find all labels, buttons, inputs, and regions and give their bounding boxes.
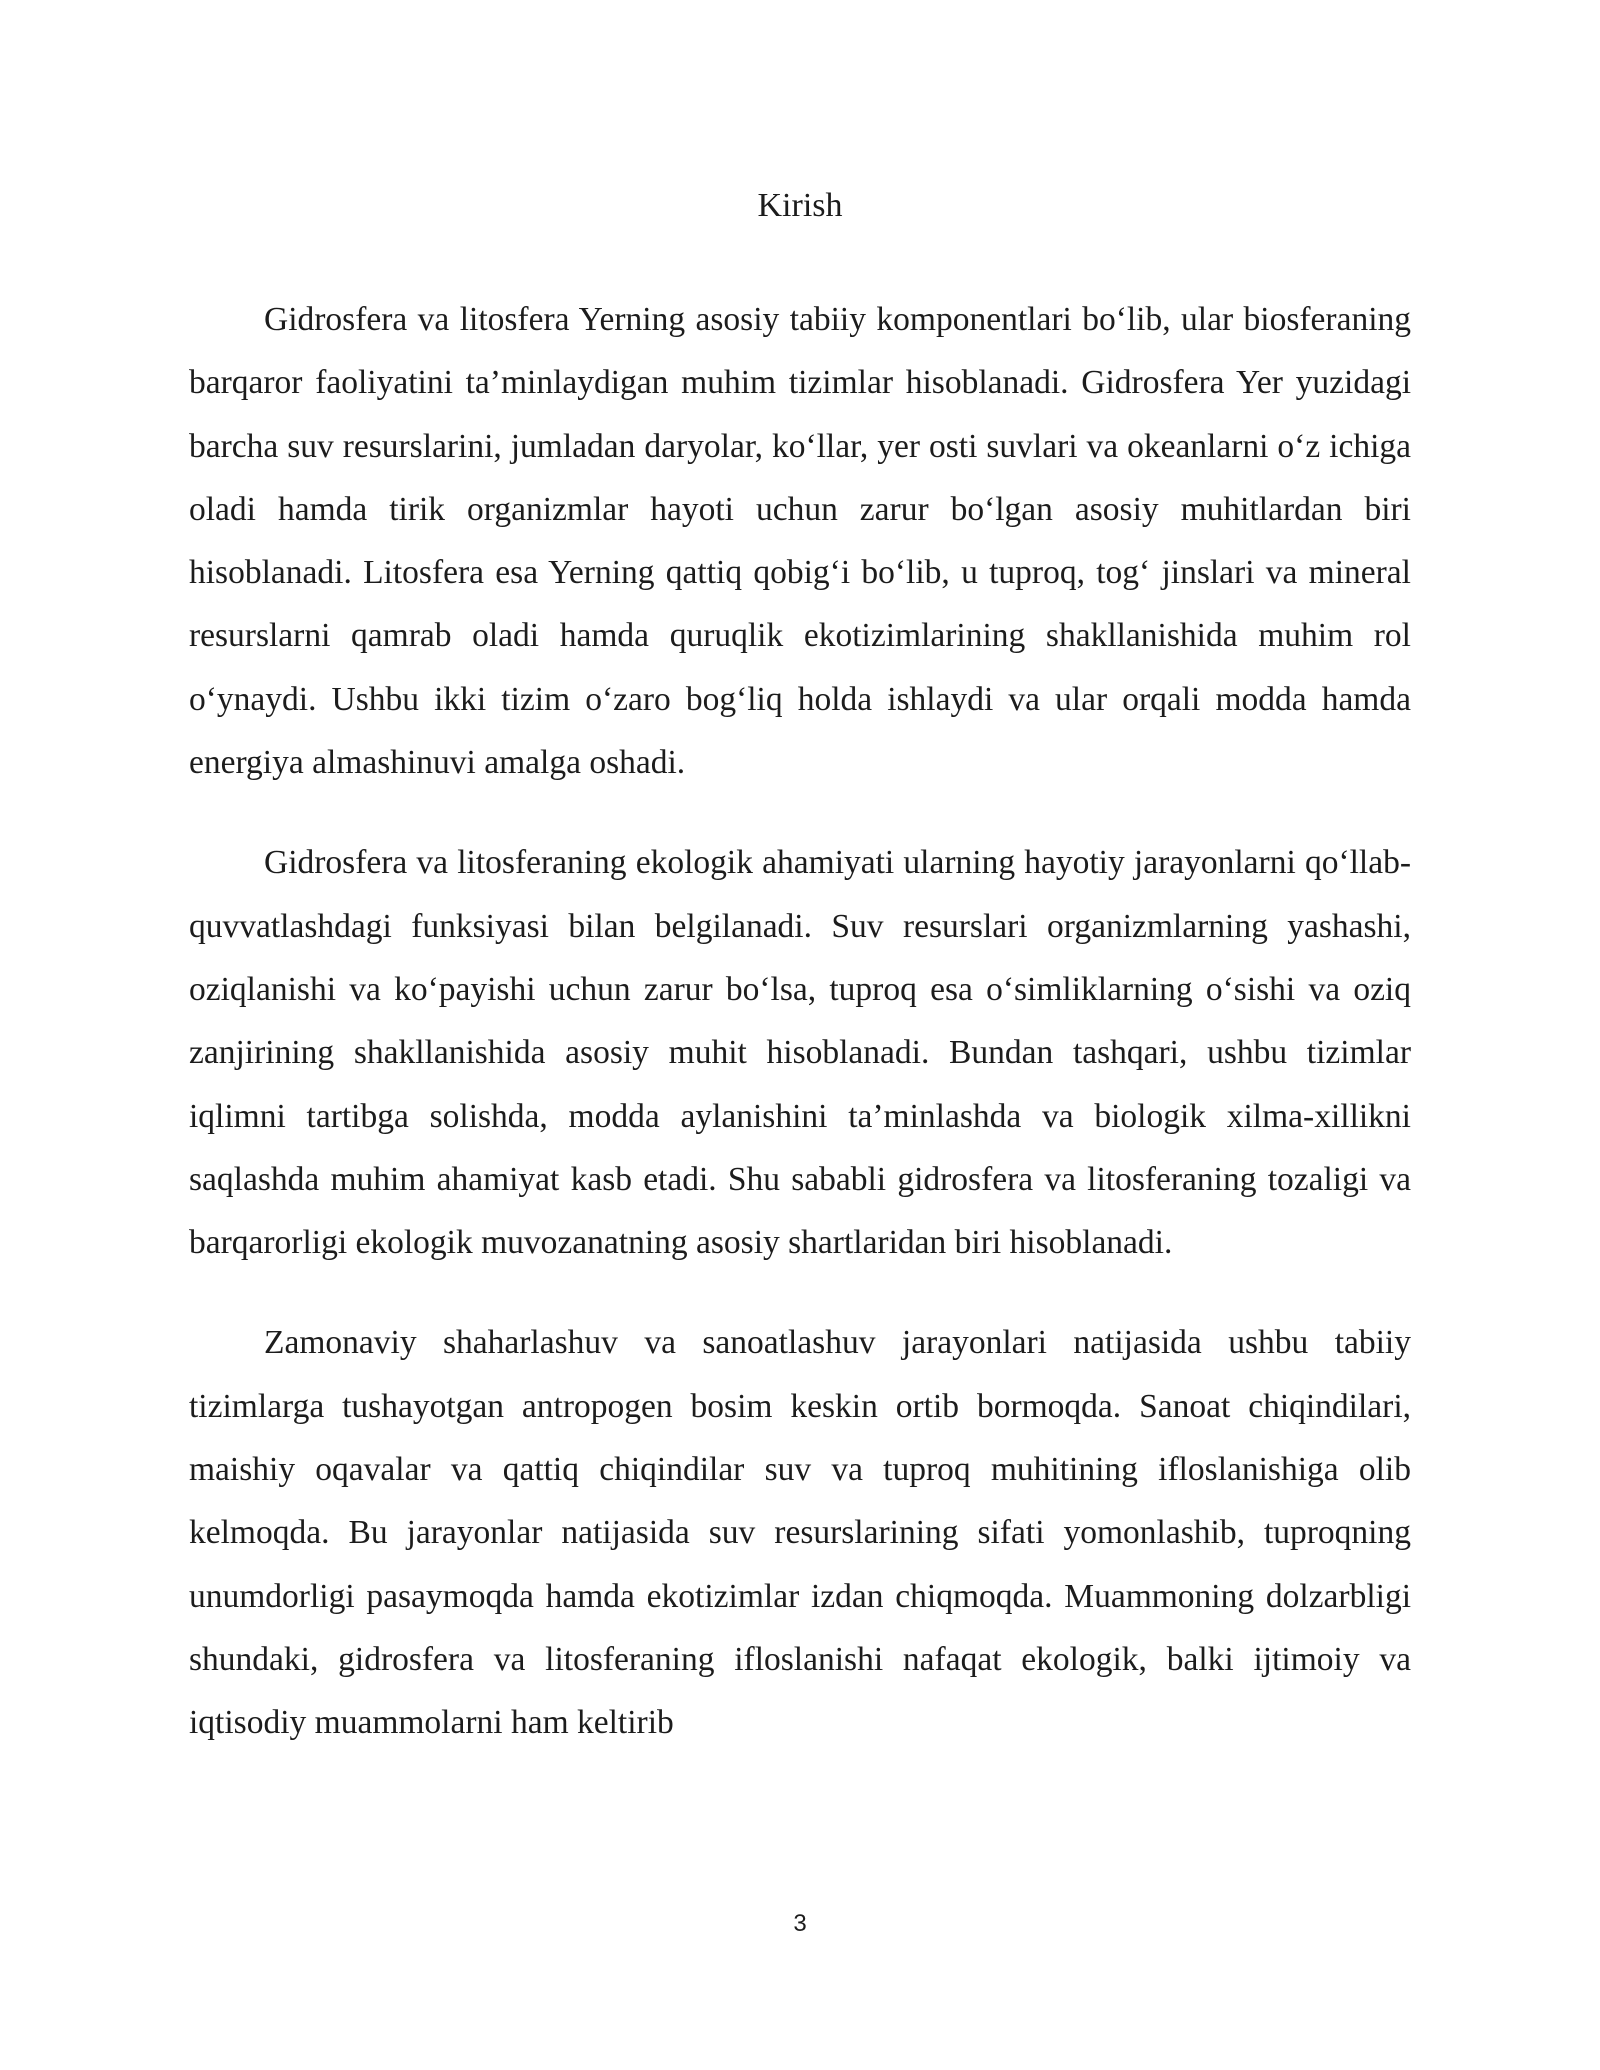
paragraph-3: Zamonaviy shaharlashuv va sanoatlashuv jarayonlari natijasida ushbu tabiiy tizimlarga tushayotgan antropogen bosim keskin ortib bormoqda. Sanoat chiqindilari, maishiy oqavalar va qattiq chiqindilar suv va tuproq muhitining ifloslanishiga olib kelmoqda. Bu jarayonlar natijasida suv resurslarining sifati yomonlashib, tuproqning unumdorligi pasaymoqda hamda ekotizimlar izdan chiqmoqda. Muammoning dolzarbligi shundaki, gidrosfera va litosferaning ifloslanishi nafaqat ekologik, balki ijtimoiy va iqtisodiy muammolarni ham keltirib xyxy=(189,1324,1411,1742)
page-number: 3 xyxy=(793,1910,807,1937)
paragraph-2: Gidrosfera va litosferaning ekologik ahamiyati ularning hayotiy jarayonlarni qo‘llab-quvvatlashdagi funksiyasi bilan belgilanadi. Suv resurslari organizmlarning yashashi, oziqlanishi va ko‘payishi uchun zarur bo‘lsa, tuproq esa o‘simliklarning o‘sishi va oziq zanjirining shakllanishida asosiy muhit hisoblanadi. Bundan tashqari, ushbu tizimlar iqlimni tartibga solishda, modda aylanishini ta’minlashda va biologik xilma-xillikni saqlashda muhim ahamiyat kasb etadi. Shu sababli gidrosfera va litosferaning tozaligi va barqarorligi ekologik muvozanatning asosiy shartlaridan biri hisoblanadi. xyxy=(189,844,1411,1262)
body-text xyxy=(189,288,1411,1755)
page-title: Kirish xyxy=(757,187,843,224)
paragraph-1: Gidrosfera va litosfera Yerning asosiy tabiiy komponentlari bo‘lib, ular biosferaning barqaror faoliyatini ta’minlaydigan muhim tizimlar hisoblanadi. Gidrosfera Yer yuzidagi barcha suv resurslarini, jumladan daryolar, ko‘llar, yer osti suvlari va okeanlarni o‘z ichiga oladi hamda tirik organizmlar hayoti uchun zarur bo‘lgan asosiy muhitlardan biri hisoblanadi. Litosfera esa Yerning qattiq qobig‘i bo‘lib, u tuproq, tog‘ jinslari va mineral resurslarni qamrab oladi hamda quruqlik ekotizimlarining shakllanishida muhim rol o‘ynaydi. Ushbu ikki tizim o‘zaro bog‘liq holda ishlaydi va ular orqali modda hamda energiya almashinuvi amalga oshadi. xyxy=(189,301,1411,782)
